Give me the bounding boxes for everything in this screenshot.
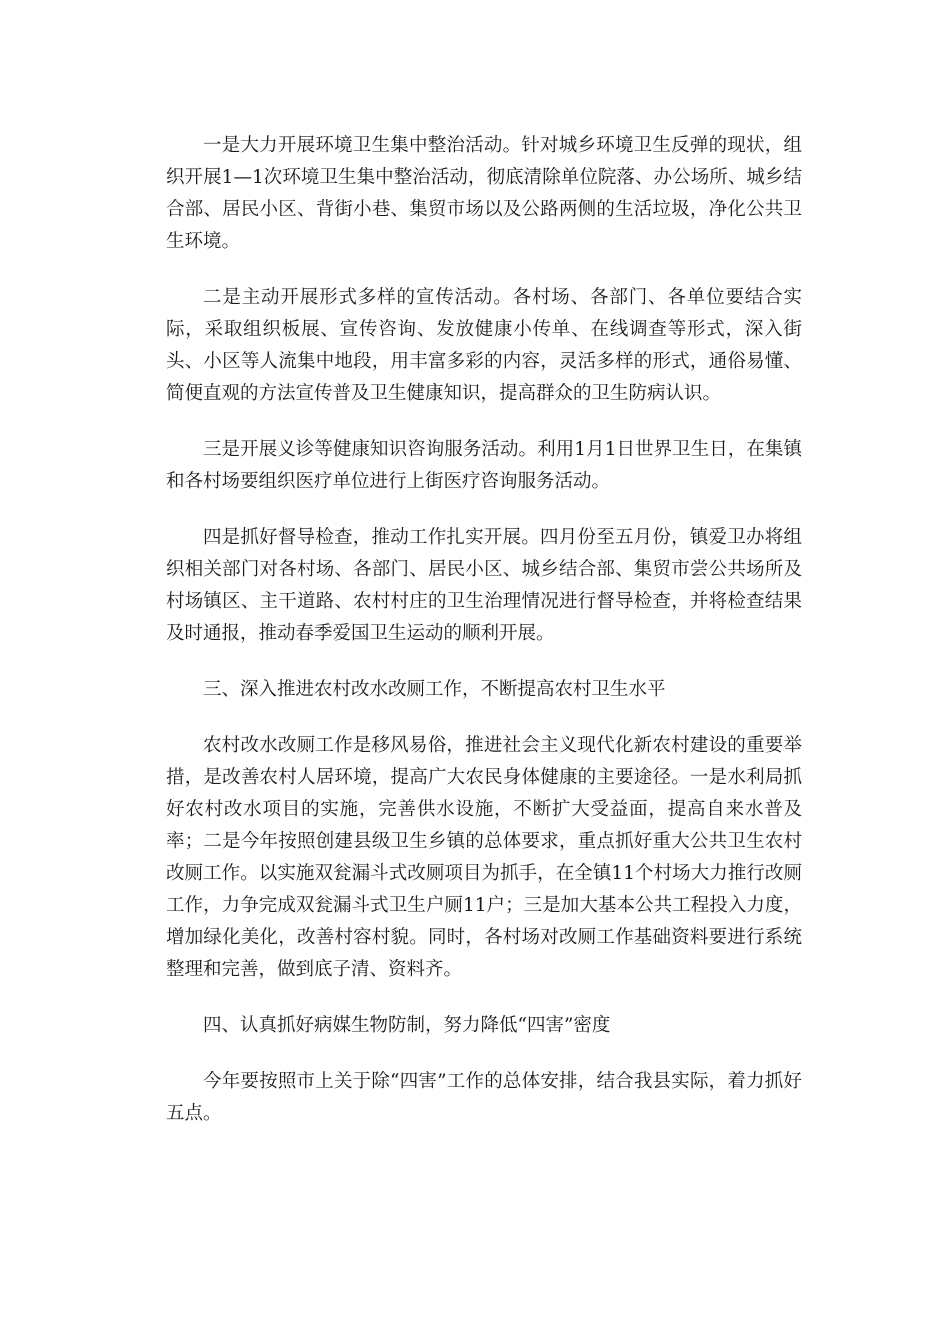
document-body [166,130,802,1130]
paragraph-supervision-inspection: 四是抓好督导检查，推动工作扎实开展。四月份至五月份，镇爱卫办将组织相关部门对各村场、各部门、居民小区、城乡结合部、集贸市尝公共场所及村场镇区、主干道路、农村村庄的卫生治理情况进行督导检查，并将检查结果及时通报，推动春季爱国卫生运动的顺利开展。 [166,527,802,644]
section-heading-vector-control: 四、认真抓好病媒生物防制，努力降低“四害”密度 [203,1015,611,1036]
paragraph-sanitation-campaign: 一是大力开展环境卫生集中整治活动。针对城乡环境卫生反弹的现状，组织开展1—1次环境卫生集中整治活动，彻底清除单位院落、办公场所、城乡结合部、居民小区、背街小巷、集贸市场以及公路两侧的生活垃圾，净化公共卫生环境。 [166,135,802,252]
paragraph-publicity-activities: 二是主动开展形式多样的宣传活动。各村场、各部门、各单位要结合实际，采取组织板展、宣传咨询、发放健康小传单、在线调查等形式，深入街头、小区等人流集中地段，用丰富多彩的内容，灵活多样的形式，通俗易懂、简便直观的方法宣传普及卫生健康知识，提高群众的卫生防病认识。 [166,287,802,404]
paragraph-health-consultation: 三是开展义诊等健康知识咨询服务活动。利用1月1日世界卫生日，在集镇和各村场要组织医疗单位进行上街医疗咨询服务活动。 [166,439,802,492]
section-heading-water-toilet-reform: 三、深入推进农村改水改厕工作，不断提高农村卫生水平 [203,679,666,700]
paragraph-four-pests-plan: 今年要按照市上关于除“四害”工作的总体安排，结合我县实际，着力抓好五点。 [166,1071,802,1124]
paragraph-water-toilet-reform: 农村改水改厕工作是移风易俗，推进社会主义现代化新农村建设的重要举措，是改善农村人居环境，提高广大农民身体健康的主要途径。一是水利局抓好农村改水项目的实施，完善供水设施，不断扩大受益面，提高自来水普及率；二是今年按照创建县级卫生乡镇的总体要求，重点抓好重大公共卫生农村改厕工作。以实施双瓮漏斗式改厕项目为抓手，在全镇11个村场大力推行改厕工作，力争完成双瓮漏斗式卫生户厕11户；三是加大基本公共工程投入力度，增加绿化美化，改善村容村貌。同时，各村场对改厕工作基础资料要进行系统整理和完善，做到底子清、资料齐。 [166,735,802,980]
